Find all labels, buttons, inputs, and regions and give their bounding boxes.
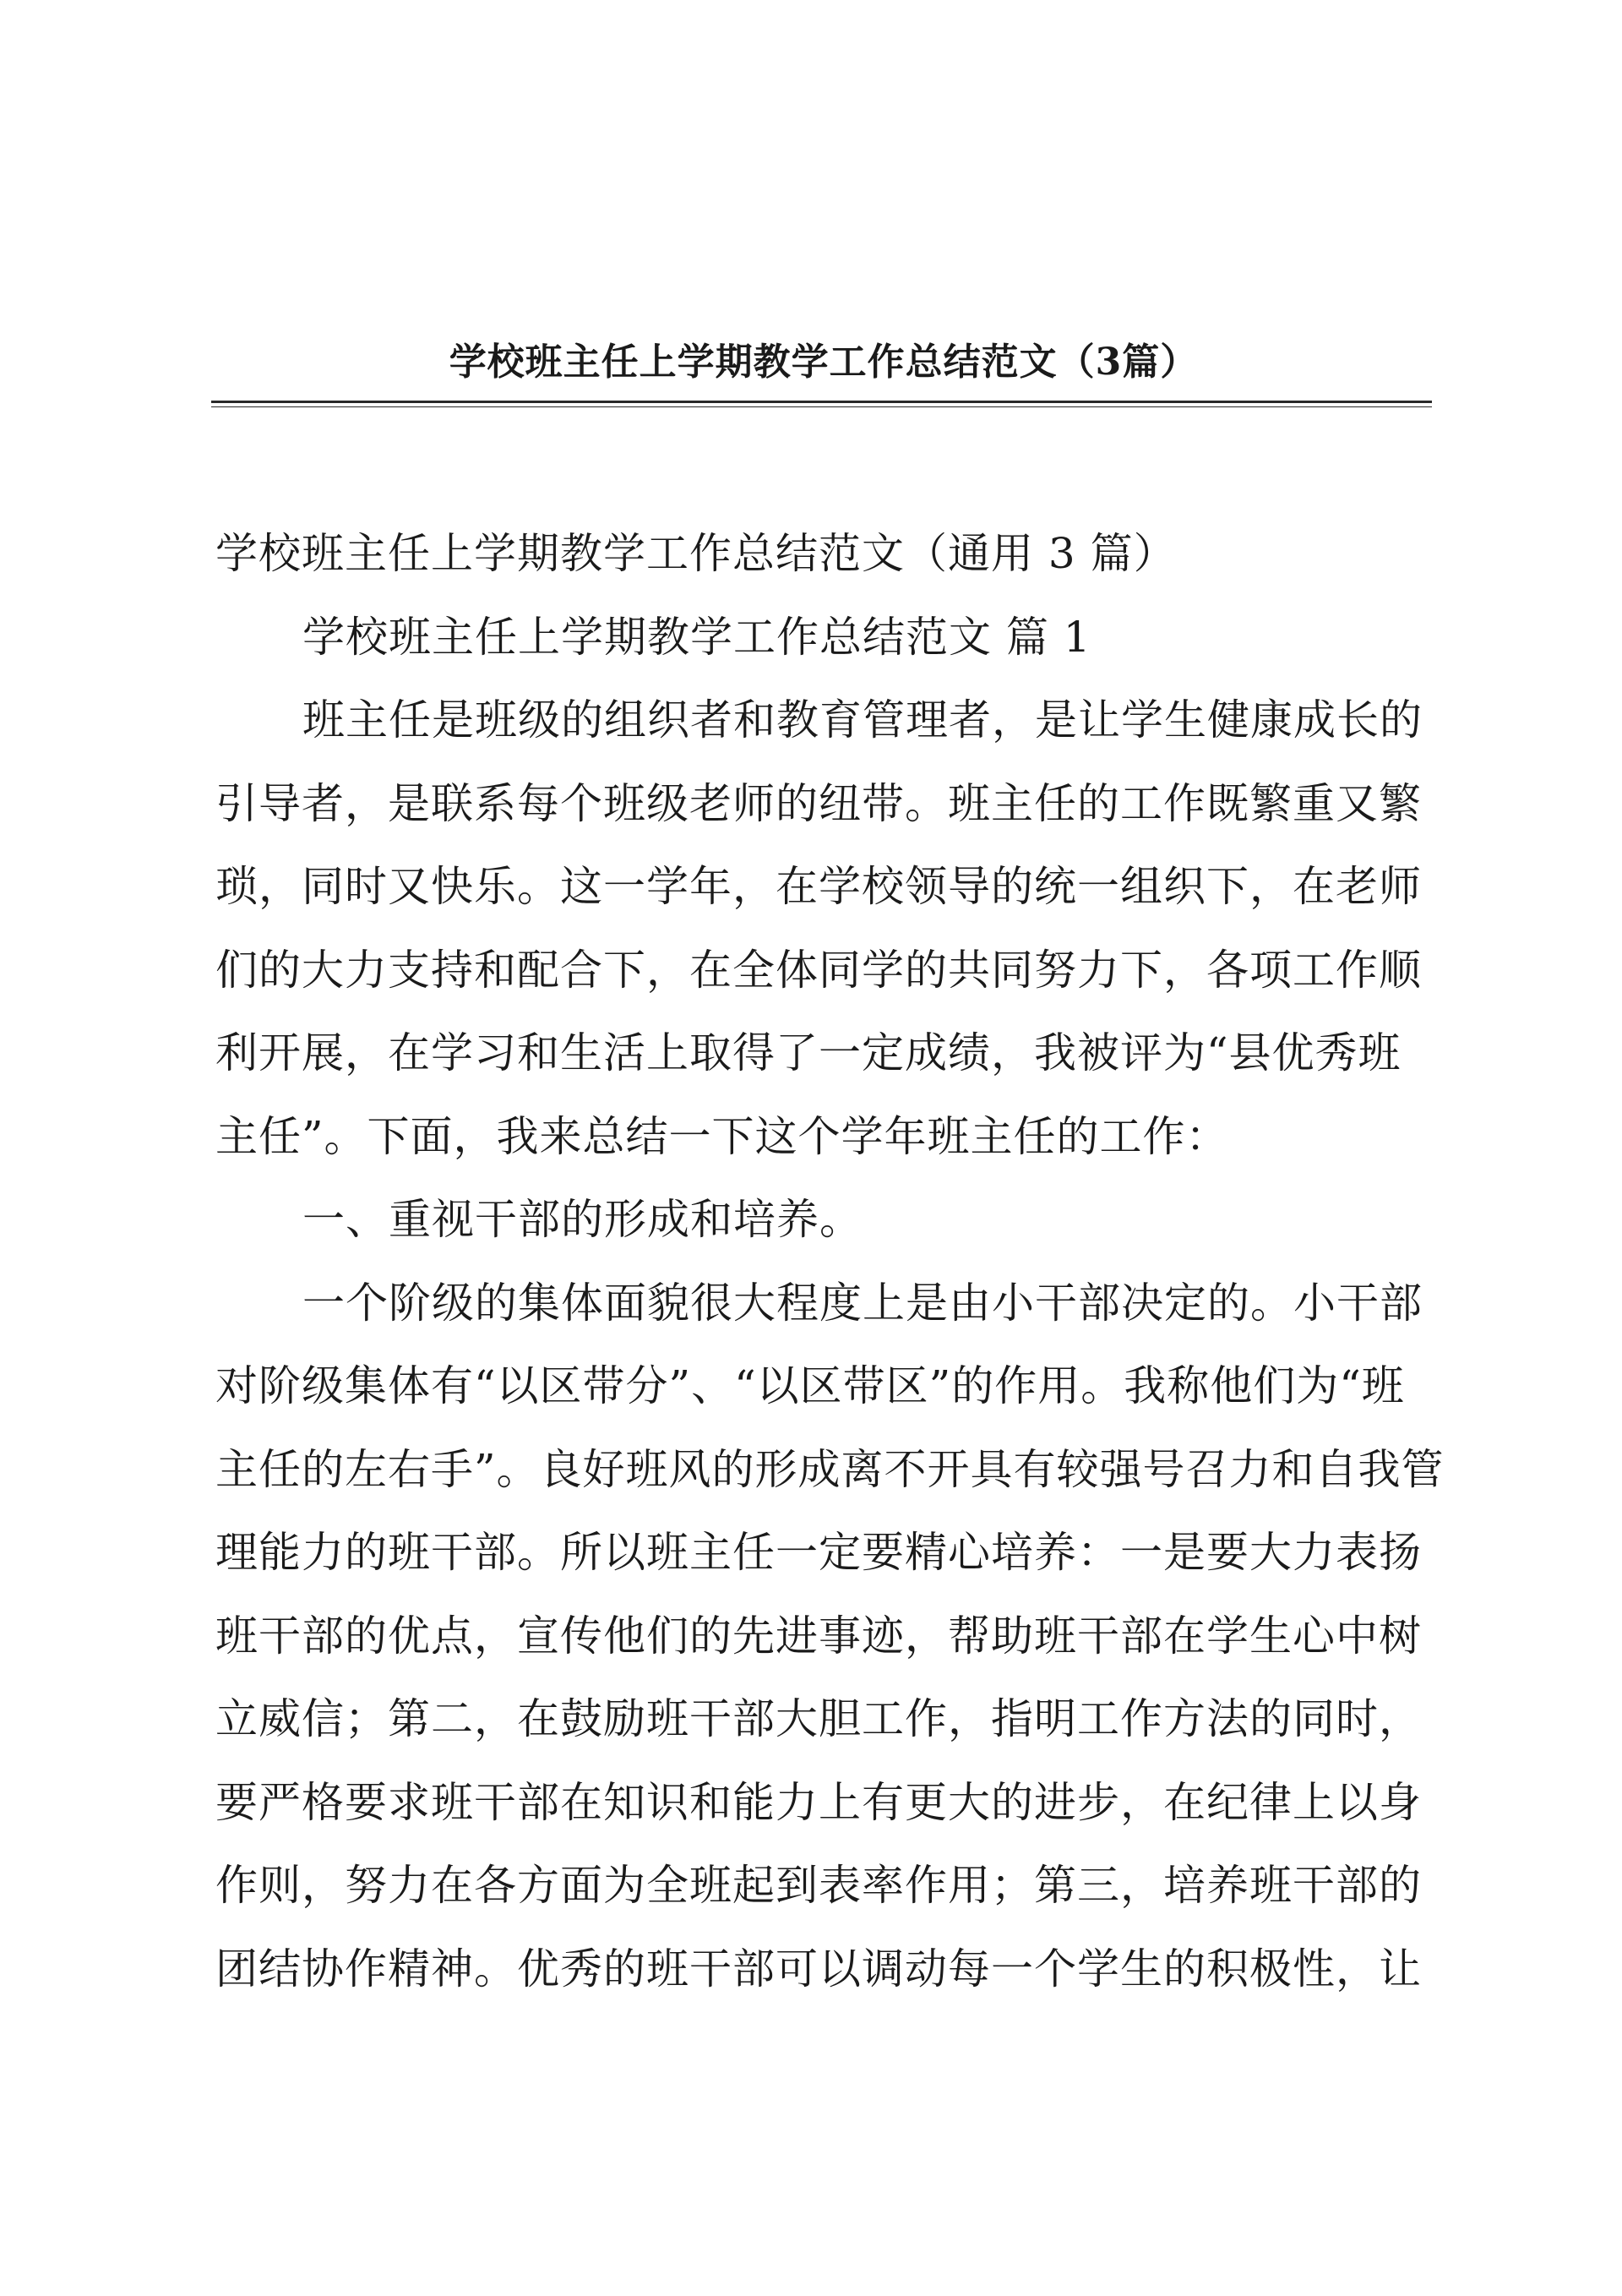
title-underline-thick <box>211 401 1432 403</box>
paragraph-line: 利开展，在学习和生活上取得了一定成绩，我被评为“县优秀班 <box>215 1028 1402 1077</box>
paragraph-line: 立威信；第二，在鼓励班干部大胆工作，指明工作方法的同时， <box>215 1694 1422 1743</box>
paragraph-line: 要严格要求班干部在知识和能力上有更大的进步，在纪律上以身 <box>215 1777 1422 1827</box>
section-heading: 学校班主任上学期教学工作总结范文 篇 1 <box>302 612 1091 662</box>
document-body <box>215 512 1445 2010</box>
paragraph-line: 团结协作精神。优秀的班干部可以调动每一个学生的积极性，让 <box>215 1944 1422 1993</box>
paragraph-line: 主任”。下面，我来总结一下这个学年班主任的工作： <box>215 1111 1229 1161</box>
paragraph-line: 引导者，是联系每个班级老师的纽带。班主任的工作既繁重又繁 <box>215 778 1422 828</box>
paragraph-line: 们的大力支持和配合下，在全体同学的共同努力下，各项工作顺 <box>215 945 1422 995</box>
subsection-heading: 一、重视干部的形成和培养。 <box>302 1195 863 1244</box>
subtitle-line: 学校班主任上学期教学工作总结范文（通用 3 篇） <box>215 529 1177 578</box>
paragraph-line: 班干部的优点，宣传他们的先进事迹，帮助班干部在学生心中树 <box>215 1611 1422 1661</box>
paragraph-line: 作则，努力在各方面为全班起到表率作用；第三，培养班干部的 <box>215 1861 1422 1910</box>
document-title: 学校班主任上学期教学工作总结范文（3篇） <box>449 341 1199 384</box>
paragraph-line: 琐，同时又快乐。这一学年，在学校领导的统一组织下，在老师 <box>215 862 1422 911</box>
paragraph-line: 主任的左右手”。良好班风的形成离不开具有较强号召力和自我管 <box>215 1444 1445 1494</box>
paragraph-line: 班主任是班级的组织者和教育管理者，是让学生健康成长的 <box>302 695 1423 744</box>
paragraph-line: 一个阶级的集体面貌很大程度上是由小干部决定的。小干部 <box>302 1278 1423 1328</box>
paragraph-line: 对阶级集体有“以区带分”、“以区带区”的作用。我称他们为“班 <box>215 1361 1405 1410</box>
paragraph-line: 理能力的班干部。所以班主任一定要精心培养：一是要大力表扬 <box>215 1528 1422 1577</box>
title-underline-thin <box>211 406 1432 407</box>
